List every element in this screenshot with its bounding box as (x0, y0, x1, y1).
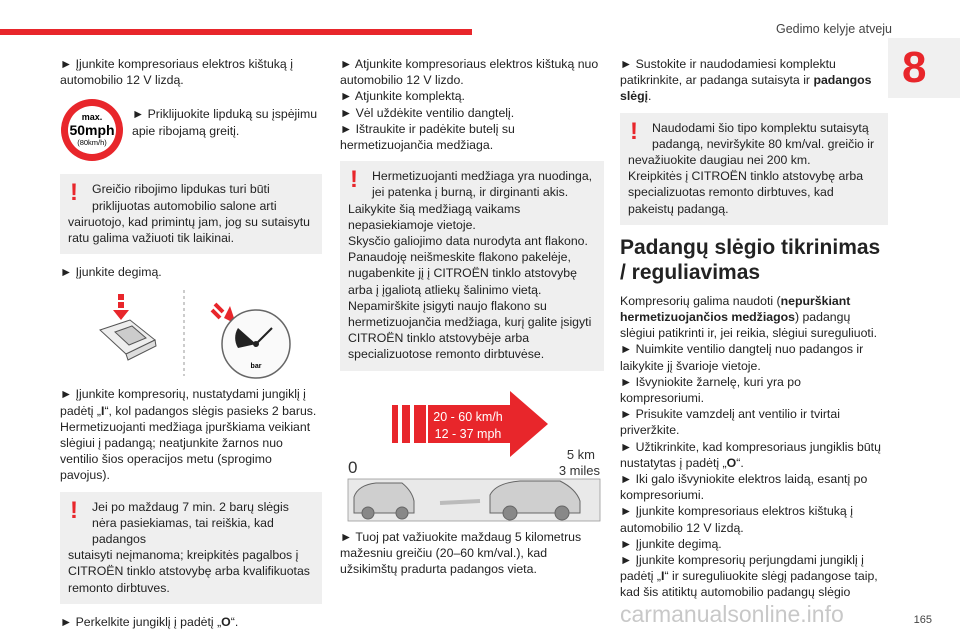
warning-text-first: Hermetizuojanti medžiaga yra nuodinga, jei patenka į burną, ir dirginanti akis. (372, 169, 593, 200)
distance-km: 5 km (566, 446, 595, 462)
switch-icon (100, 294, 156, 360)
step-text: ► Priklijuokite lipduką su įspėjimu apie ribojamą greitį. (132, 107, 318, 138)
step-text: ► Tuoj pat važiuokite maždaug 5 kilometrus mažesniu greičiu (20–60 km/val.), kad užsikimštų pradurta padangos vieta. (340, 529, 582, 577)
warning-text-first: Jei po maždaug 7 min. 2 barų slėgis nėra pasiekiamas, tai reiškia, kad padangos (92, 499, 289, 547)
switch-position: I (101, 403, 105, 418)
section-heading: Padangų slėgio tikrinimas / reguliavimas (620, 235, 881, 284)
step-text (60, 386, 322, 483)
warning-box (340, 161, 604, 370)
column-1 (60, 56, 322, 638)
step-text (620, 56, 888, 105)
column-3 (620, 56, 888, 601)
driving-illustration (340, 381, 604, 523)
sticker-line3: (80km/h) (77, 138, 107, 148)
step-text: ► Prisukite vamzdelį ant ventilio ir tvirtai priveržkite. (620, 407, 840, 438)
warning-text: Kreipkitės į CITROËN tinklo atstovybę arba specializuotas remonto dirbtuves, kad pakeistų padangą. (628, 169, 864, 216)
step-part: ► Perkelkite jungiklį į padėtį „ (60, 614, 222, 629)
watermark: carmanualsonline.info (620, 601, 844, 627)
body-part: Kompresorių galima naudoti ( (620, 293, 781, 308)
warning-text: Nepamirškite įsigyti naujo flakono su hermetizuojančia medžiaga, kurį galite įsigyti CITROËN tinklo atstovybėje arba specializuotose remonto dirbtuvėse. (348, 298, 592, 362)
step-text: ► Iki galo išvyniokite elektros laidą, esantį po kompresoriumi. (620, 472, 868, 503)
body-text (620, 293, 888, 342)
speed-limit-sticker (60, 98, 124, 162)
step-text: ► Išvyniokite žarnelę, kuri yra po kompresoriumi. (620, 374, 801, 406)
pressure-gauge-icon (212, 304, 290, 378)
switch-position: I (661, 569, 665, 584)
step-text: ► Ištraukite ir padėkite butelį su hermetizuojančia medžiaga. (340, 121, 515, 153)
warning-text: Laikykite šią medžiagą vaikams nepasiekiamoje vietoje. (348, 201, 521, 232)
step-part: “. (736, 455, 744, 470)
step-text (620, 552, 888, 601)
speed-sticker-row (60, 98, 322, 162)
warning-text: sutaisyti neįmanoma; kreipkitės pagalbos į CITROËN tinklo atstovybę arba kvalifikuotas remonto dirbtuves. (68, 548, 310, 595)
speed-mph: 12 - 37 mph (434, 426, 502, 441)
step-part: ► Įjunkite kompresorių perjungdami jungiklį į padėtį „ (620, 553, 864, 584)
warning-icon: ! (630, 117, 638, 145)
warning-text-first: Naudodami šio tipo komplektu sutaisytą padangą, neviršykite 80 km/val. greičio ir (652, 120, 875, 151)
step-text: ► Įjunkite kompresoriaus elektros kištuką į automobilio 12 V lizdą. (620, 504, 853, 535)
step-part: ► Užtikrinkite, kad kompresoriaus jungiklis būtų nustatytas į padėtį „ (620, 439, 881, 470)
section-title: Gedimo kelyje atveju (775, 22, 892, 36)
warning-text: vairuotojo, kad primintų jam, jog su sutaisytu ratu galima važiuoti tik laikinai. (68, 214, 310, 246)
switch-position: O (726, 455, 737, 470)
page-number: 165 (913, 614, 932, 626)
warning-box (60, 174, 322, 254)
ignition-gauge-illustration (60, 288, 322, 380)
step-text: ► Vėl uždėkite ventilio dangtelį. (340, 105, 515, 120)
chapter-tab (888, 38, 960, 98)
warning-text: Skysčio galiojimo data nurodyta ant flakono. (348, 234, 588, 249)
body-part: ) padangų slėgiui patikrinti ir, jei reikia, slėgiui sureguliuoti. (620, 310, 877, 341)
sticker-line2: 50mph (69, 122, 115, 139)
speed-kmh: 20 - 60 km/h (433, 409, 503, 424)
warning-text: Panaudoję neišmeskite flakono pakelėje, nugabenkite jį į CITROËN tinklo atstovybę arba į įgaliotą atliekų šalinimo vietą. (348, 250, 577, 297)
sticker-line1: max. (81, 112, 103, 123)
step-text (340, 56, 604, 88)
step-text: ► Įjunkite degimą. (60, 265, 162, 280)
step-text (60, 614, 322, 630)
warning-box (60, 492, 322, 604)
gauge-unit: bar (250, 363, 262, 371)
step-part: ► Atjunkite kompresoriaus elektros kištuką nuo automobilio 12 V lizdo. (340, 57, 599, 88)
step-text: ► Įjunkite kompresoriaus elektros kištuką į automobilio 12 V lizdą. (60, 57, 293, 88)
step-part: “ ir sureguliuokite slėgį padangose taip, kad šis atitiktų automobilio padangų slėgio (620, 569, 878, 600)
warning-icon: ! (350, 166, 358, 194)
speed-arrow-icon (392, 391, 548, 457)
step-bold: padangos slėgį (620, 73, 872, 104)
warning-box (620, 113, 888, 225)
step-part: “, kol padangos slėgis pasieks 2 barus. Hermetizuojanti medžiaga įpurškiama veikiant slėgiui į padangą; neatjunkite žarnos nuo ventilio šios operacijos metu (sprogimo pavojus). (60, 403, 317, 483)
switch-position: O (221, 614, 231, 629)
step-part: “. (230, 614, 239, 629)
step-part: ► Įjunkite kompresorių, nustatydami jungiklį į padėtį „ (60, 387, 306, 418)
step-text: ► Įjunkite degimą. (620, 536, 722, 551)
step-text: ► Nuimkite ventilio dangtelį nuo padangos ir laikykite jį švarioje vietoje. (620, 342, 864, 373)
chapter-number: 8 (902, 43, 927, 92)
distance-miles: 3 miles (558, 462, 600, 478)
distance-zero: 0 (348, 457, 358, 477)
step-text (620, 439, 888, 471)
step-part: ► Sustokite ir naudodamiesi komplektu patikrinkite, ar padanga sutaisyta ir (620, 57, 836, 88)
warning-text-first: Greičio ribojimo lipdukas turi būti priklijuotas automobilio salone arti (92, 182, 277, 213)
warning-icon: ! (70, 496, 78, 524)
step-text: ► Atjunkite komplektą. (340, 89, 465, 104)
header-accent-bar (0, 29, 472, 35)
warning-icon: ! (70, 179, 78, 207)
body-bold: nepurškiant hermetizuojančios medžiagos (620, 293, 851, 325)
step-part: . (648, 89, 652, 104)
warning-text: nevažiuokite daugiau nei 200 km. (628, 153, 811, 168)
column-2 (340, 56, 604, 585)
